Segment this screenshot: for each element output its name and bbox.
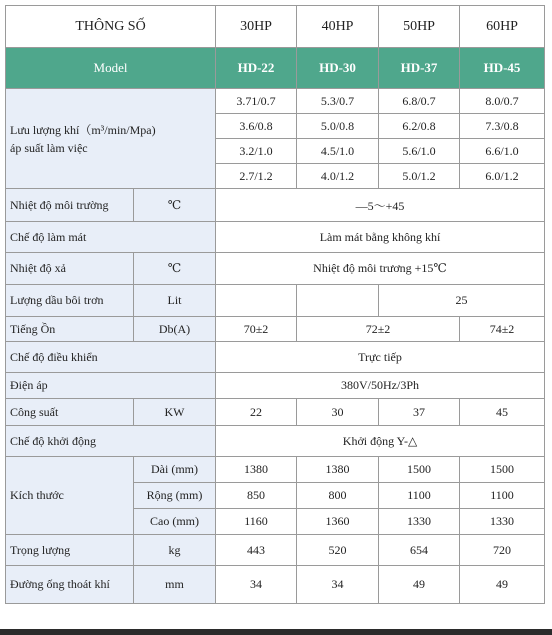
model-value: HD-37 xyxy=(379,48,460,89)
flow-cell: 5.0/1.2 xyxy=(379,164,460,189)
bottom-border-bar xyxy=(0,629,552,635)
noise-unit: Db(A) xyxy=(134,317,216,342)
header-spec: THÔNG SỐ xyxy=(6,6,216,48)
start-value: Khởi động Y-△ xyxy=(216,426,545,457)
discharge-temp-row xyxy=(6,253,545,285)
dimension-value: 1500 xyxy=(379,457,460,483)
cooling-label: Chế độ làm mát xyxy=(6,222,216,253)
header-row xyxy=(6,6,545,48)
dimensions-label: Kích thước xyxy=(6,457,134,535)
outlet-row xyxy=(6,566,545,604)
control-value: Trực tiếp xyxy=(216,342,545,373)
flow-cell: 6.6/1.0 xyxy=(460,139,545,164)
model-row xyxy=(6,48,545,89)
noise-value: 72±2 xyxy=(297,317,460,342)
power-value: 37 xyxy=(379,399,460,426)
control-row xyxy=(6,342,545,373)
outlet-value: 34 xyxy=(216,566,297,604)
oil-value: 25 xyxy=(379,285,545,317)
flow-cell: 7.3/0.8 xyxy=(460,114,545,139)
dimension-row xyxy=(6,457,545,483)
oil-empty-cell xyxy=(297,285,379,317)
flow-cell: 5.6/1.0 xyxy=(379,139,460,164)
discharge-temp-label: Nhiệt độ xả xyxy=(6,253,134,285)
flow-cell: 2.7/1.2 xyxy=(216,164,297,189)
flow-label xyxy=(6,89,216,189)
outlet-value: 34 xyxy=(297,566,379,604)
header-40hp: 40HP xyxy=(297,6,379,48)
noise-row xyxy=(6,317,545,342)
dimension-value: 1330 xyxy=(460,509,545,535)
outlet-label: Đường ống thoát khí xyxy=(6,566,134,604)
flow-cell: 4.5/1.0 xyxy=(297,139,379,164)
flow-cell: 3.2/1.0 xyxy=(216,139,297,164)
model-value: HD-30 xyxy=(297,48,379,89)
noise-value: 74±2 xyxy=(460,317,545,342)
cooling-value: Làm mát bằng không khí xyxy=(216,222,545,253)
flow-cell: 6.8/0.7 xyxy=(379,89,460,114)
env-temp-unit: ℃ xyxy=(134,189,216,222)
dimension-value: 1100 xyxy=(460,483,545,509)
flow-cell: 3.6/0.8 xyxy=(216,114,297,139)
weight-unit: kg xyxy=(134,535,216,566)
power-value: 30 xyxy=(297,399,379,426)
header-30hp: 30HP xyxy=(216,6,297,48)
header-50hp: 50HP xyxy=(379,6,460,48)
spec-table xyxy=(5,5,545,604)
dimension-value: 1380 xyxy=(297,457,379,483)
oil-empty-cell xyxy=(216,285,297,317)
outlet-unit: mm xyxy=(134,566,216,604)
power-unit: KW xyxy=(134,399,216,426)
flow-row xyxy=(6,89,545,114)
header-60hp: 60HP xyxy=(460,6,545,48)
dimension-value: 1330 xyxy=(379,509,460,535)
weight-row xyxy=(6,535,545,566)
flow-cell: 6.2/0.8 xyxy=(379,114,460,139)
weight-value: 720 xyxy=(460,535,545,566)
dimension-unit: Dài (mm) xyxy=(134,457,216,483)
dimension-value: 1380 xyxy=(216,457,297,483)
power-value: 22 xyxy=(216,399,297,426)
flow-cell: 5.3/0.7 xyxy=(297,89,379,114)
dimension-value: 850 xyxy=(216,483,297,509)
start-row xyxy=(6,426,545,457)
dimension-value: 1360 xyxy=(297,509,379,535)
noise-value: 70±2 xyxy=(216,317,297,342)
flow-label-line2: áp suất làm việc xyxy=(10,140,88,155)
flow-label-line1: Lưu lượng khí（m³/min/Mpa) xyxy=(10,122,156,137)
weight-value: 520 xyxy=(297,535,379,566)
control-label: Chế độ điều khiển xyxy=(6,342,216,373)
model-value: HD-22 xyxy=(216,48,297,89)
dimension-value: 1160 xyxy=(216,509,297,535)
env-temp-row xyxy=(6,189,545,222)
dimension-value: 1500 xyxy=(460,457,545,483)
dimension-unit: Rộng (mm) xyxy=(134,483,216,509)
cooling-row xyxy=(6,222,545,253)
model-value: HD-45 xyxy=(460,48,545,89)
noise-label: Tiếng Ồn xyxy=(6,317,134,342)
env-temp-label: Nhiệt độ môi trường xyxy=(6,189,134,222)
voltage-label: Điện áp xyxy=(6,373,216,399)
start-label: Chế độ khởi động xyxy=(6,426,216,457)
env-temp-value: —5～+45 xyxy=(216,189,545,222)
dimension-value: 800 xyxy=(297,483,379,509)
weight-value: 654 xyxy=(379,535,460,566)
power-label: Công suất xyxy=(6,399,134,426)
oil-label: Lượng dầu bôi trơn xyxy=(6,285,134,317)
weight-label: Trọng lượng xyxy=(6,535,134,566)
outlet-value: 49 xyxy=(460,566,545,604)
flow-cell: 8.0/0.7 xyxy=(460,89,545,114)
oil-row xyxy=(6,285,545,317)
dimension-value: 1100 xyxy=(379,483,460,509)
discharge-temp-unit: ℃ xyxy=(134,253,216,285)
model-label: Model xyxy=(6,48,216,89)
dimension-unit: Cao (mm) xyxy=(134,509,216,535)
weight-value: 443 xyxy=(216,535,297,566)
voltage-row xyxy=(6,373,545,399)
flow-cell: 4.0/1.2 xyxy=(297,164,379,189)
flow-cell: 5.0/0.8 xyxy=(297,114,379,139)
discharge-temp-value: Nhiệt độ môi trương +15℃ xyxy=(216,253,545,285)
power-value: 45 xyxy=(460,399,545,426)
oil-unit: Lit xyxy=(134,285,216,317)
power-row xyxy=(6,399,545,426)
flow-cell: 3.71/0.7 xyxy=(216,89,297,114)
outlet-value: 49 xyxy=(379,566,460,604)
flow-cell: 6.0/1.2 xyxy=(460,164,545,189)
voltage-value: 380V/50Hz/3Ph xyxy=(216,373,545,399)
